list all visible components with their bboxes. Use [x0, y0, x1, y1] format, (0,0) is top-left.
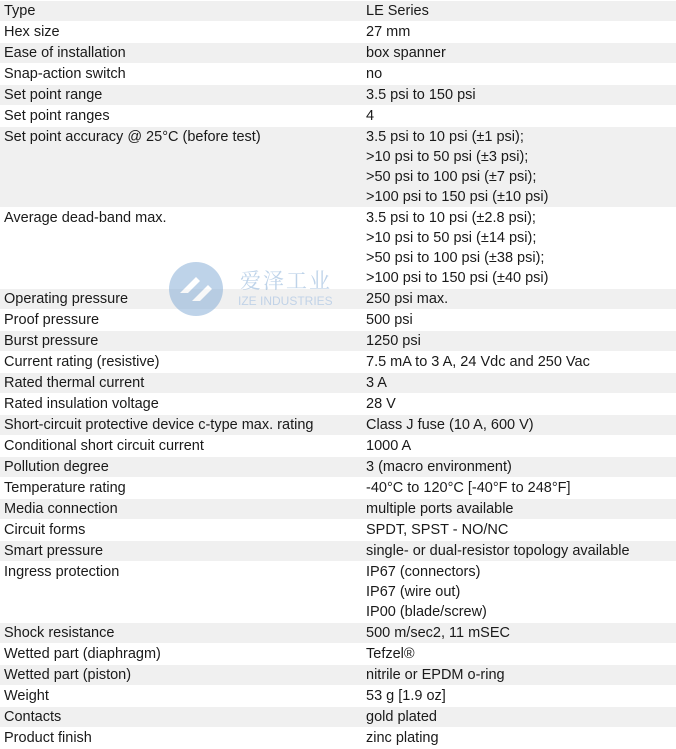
spec-value-line: 7.5 mA to 3 A, 24 Vdc and 250 Vac	[366, 354, 590, 370]
spec-value-line: >50 psi to 100 psi (±38 psi);	[366, 250, 545, 266]
spec-value	[362, 415, 676, 435]
spec-label: Conditional short circuit current	[4, 438, 204, 454]
spec-value	[362, 562, 676, 622]
spec-value	[362, 352, 676, 372]
spec-value	[362, 478, 676, 498]
spec-label: Operating pressure	[4, 291, 129, 307]
spec-value	[362, 394, 676, 414]
spec-value-line: 3 A	[366, 375, 387, 391]
spec-row	[0, 43, 676, 64]
spec-label: Rated thermal current	[4, 375, 145, 391]
spec-value-line: IP67 (wire out)	[366, 584, 461, 600]
spec-row	[0, 310, 676, 331]
spec-value-line: 3.5 psi to 150 psi	[366, 87, 476, 103]
spec-value-line: 250 psi max.	[366, 291, 449, 307]
spec-row	[0, 562, 676, 623]
spec-value-line: IP67 (connectors)	[366, 564, 481, 580]
spec-value-line: -40°C to 120°C [-40°F to 248°F]	[366, 480, 571, 496]
spec-value	[362, 707, 676, 727]
spec-value-line: gold plated	[366, 709, 437, 725]
spec-label: Contacts	[4, 709, 62, 725]
spec-value	[362, 520, 676, 540]
spec-label: Smart pressure	[4, 543, 104, 559]
watermark-name-en: IZE INDUSTRIES	[238, 294, 333, 308]
spec-row	[0, 478, 676, 499]
spec-label: Product finish	[4, 730, 92, 746]
spec-value-line: >50 psi to 100 psi (±7 psi);	[366, 169, 537, 185]
spec-value-line: IP00 (blade/screw)	[366, 604, 487, 620]
spec-label: Pollution degree	[4, 459, 109, 475]
spec-row	[0, 1, 676, 22]
spec-value-line: 3.5 psi to 10 psi (±2.8 psi);	[366, 210, 536, 226]
spec-value-line: 1250 psi	[366, 333, 421, 349]
spec-row	[0, 85, 676, 106]
spec-value-line: 53 g [1.9 oz]	[366, 688, 446, 704]
spec-value	[362, 686, 676, 706]
spec-value-line: 4	[366, 108, 375, 124]
spec-value	[362, 373, 676, 393]
spec-label: Ease of installation	[4, 45, 126, 61]
spec-row	[0, 415, 676, 436]
spec-value	[362, 289, 676, 309]
spec-row	[0, 352, 676, 373]
spec-label: Wetted part (piston)	[4, 667, 132, 683]
spec-value-line: 3 (macro environment)	[366, 459, 512, 475]
spec-value	[362, 623, 676, 643]
spec-row	[0, 457, 676, 478]
spec-value-line: >10 psi to 50 psi (±3 psi);	[366, 149, 529, 165]
spec-value-line: box spanner	[366, 45, 446, 61]
spec-value-line: LE Series	[366, 3, 429, 19]
spec-label: Average dead-band max.	[4, 210, 167, 226]
spec-row	[0, 707, 676, 728]
spec-label: Type	[4, 3, 36, 19]
spec-value	[362, 541, 676, 561]
spec-value	[362, 665, 676, 685]
spec-label: Set point ranges	[4, 108, 110, 124]
spec-value-line: multiple ports available	[366, 501, 514, 517]
spec-value	[362, 22, 676, 42]
spec-row	[0, 64, 676, 85]
spec-value	[362, 208, 676, 288]
spec-value-line: >100 psi to 150 psi (±40 psi)	[366, 270, 549, 286]
spec-label: Proof pressure	[4, 312, 100, 328]
spec-value-line: Tefzel®	[366, 646, 415, 662]
spec-label: Current rating (resistive)	[4, 354, 160, 370]
spec-value	[362, 728, 676, 748]
spec-row	[0, 331, 676, 352]
spec-label: Burst pressure	[4, 333, 99, 349]
spec-label: Ingress protection	[4, 564, 120, 580]
spec-value	[362, 106, 676, 126]
spec-value-line: 28 V	[366, 396, 396, 412]
spec-label: Circuit forms	[4, 522, 86, 538]
spec-value	[362, 1, 676, 21]
spec-value-line: 3.5 psi to 10 psi (±1 psi);	[366, 129, 524, 145]
spec-value-line: single- or dual-resistor topology available	[366, 543, 630, 559]
spec-label: Rated insulation voltage	[4, 396, 159, 412]
spec-value	[362, 127, 676, 207]
spec-row	[0, 289, 676, 310]
spec-value-line: 27 mm	[366, 24, 411, 40]
spec-table	[0, 1, 676, 749]
spec-value	[362, 644, 676, 664]
spec-row	[0, 436, 676, 457]
spec-row	[0, 644, 676, 665]
spec-value-line: SPDT, SPST - NO/NC	[366, 522, 509, 538]
spec-value-line: no	[366, 66, 383, 82]
spec-value-line: zinc plating	[366, 730, 439, 746]
spec-row	[0, 623, 676, 644]
spec-value	[362, 499, 676, 519]
spec-row	[0, 520, 676, 541]
watermark-name-cn: 爱泽工业	[240, 269, 332, 293]
spec-label: Temperature rating	[4, 480, 126, 496]
spec-label: Wetted part (diaphragm)	[4, 646, 161, 662]
spec-label: Set point accuracy @ 25°C (before test)	[4, 129, 261, 145]
spec-row	[0, 499, 676, 520]
spec-row	[0, 208, 676, 289]
spec-label: Weight	[4, 688, 49, 704]
spec-label: Set point range	[4, 87, 103, 103]
spec-label: Media connection	[4, 501, 118, 517]
spec-row	[0, 373, 676, 394]
spec-value-line: Class J fuse (10 A, 600 V)	[366, 417, 534, 433]
spec-value-line: >100 psi to 150 psi (±10 psi)	[366, 189, 549, 205]
spec-row	[0, 127, 676, 208]
spec-value	[362, 310, 676, 330]
spec-label: Hex size	[4, 24, 60, 40]
spec-row	[0, 686, 676, 707]
spec-row	[0, 728, 676, 749]
spec-value	[362, 43, 676, 63]
spec-label: Short-circuit protective device c-type max. rating	[4, 417, 314, 433]
spec-value-line: 500 psi	[366, 312, 413, 328]
spec-row	[0, 665, 676, 686]
spec-value	[362, 331, 676, 351]
spec-value-line: nitrile or EPDM o-ring	[366, 667, 505, 683]
spec-row	[0, 541, 676, 562]
spec-row	[0, 106, 676, 127]
spec-label: Shock resistance	[4, 625, 115, 641]
spec-value	[362, 457, 676, 477]
spec-value	[362, 436, 676, 456]
spec-value-line: >10 psi to 50 psi (±14 psi);	[366, 230, 537, 246]
spec-value	[362, 64, 676, 84]
spec-row	[0, 22, 676, 43]
spec-value-line: 500 m/sec2, 11 mSEC	[366, 625, 510, 641]
spec-value-line: 1000 A	[366, 438, 412, 454]
spec-row	[0, 394, 676, 415]
spec-label: Snap-action switch	[4, 66, 126, 82]
spec-value	[362, 85, 676, 105]
